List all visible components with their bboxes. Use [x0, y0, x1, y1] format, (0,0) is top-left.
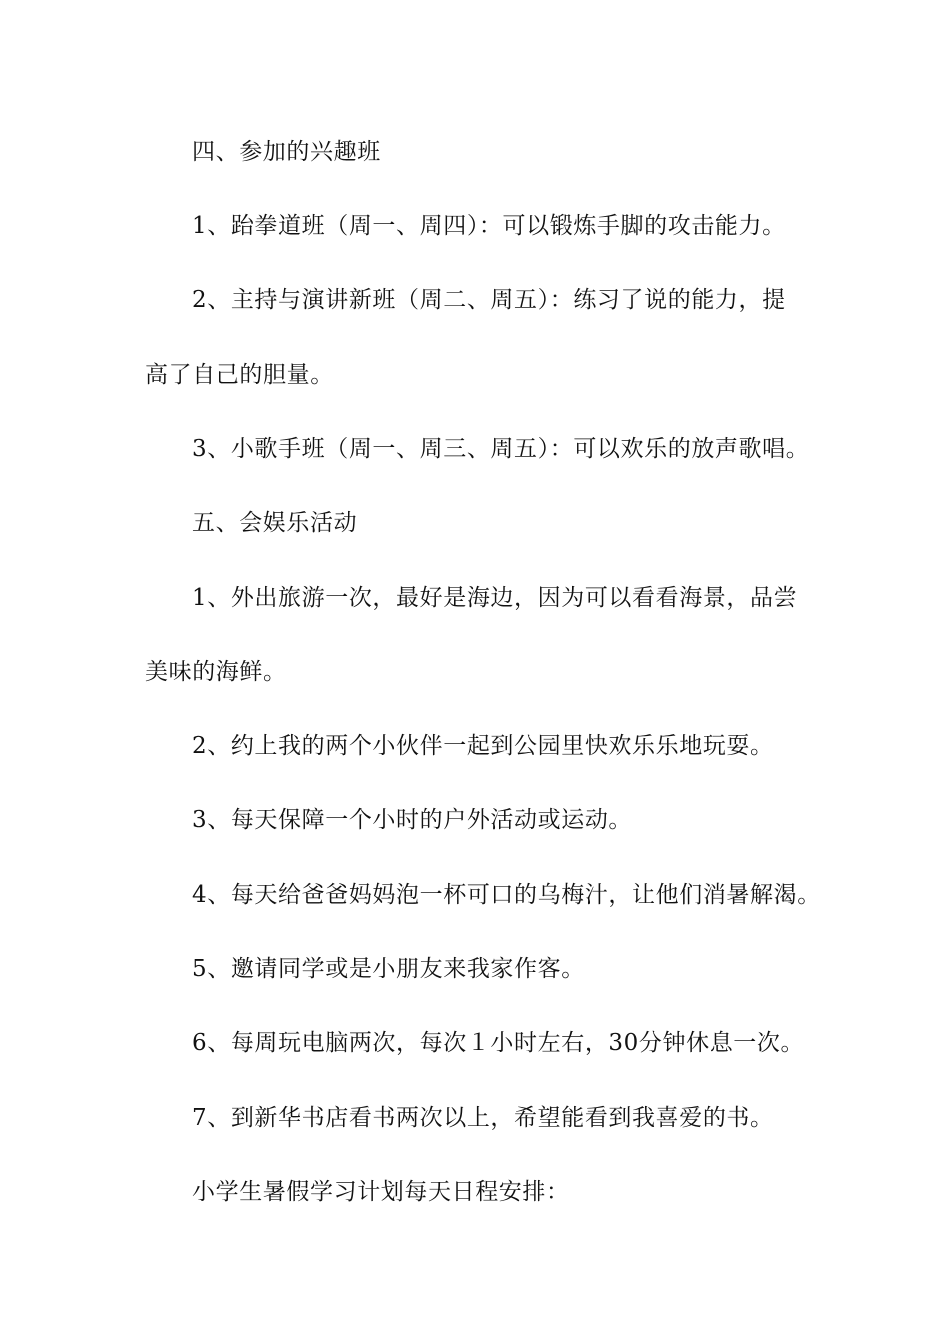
paragraph-line: 4、每天给爸爸妈妈泡一杯可口的乌梅汁，让他们消暑解渴。: [192, 882, 821, 908]
section-heading-daily-schedule: 小学生暑假学习计划每天日程安排：: [192, 1179, 570, 1205]
paragraph-line: 1、跆拳道班（周一、周四）：可以锻炼手脚的攻击能力。: [192, 213, 786, 239]
paragraph-line-continuation: 高了自己的胆量。: [145, 362, 334, 388]
paragraph-line-continuation: 美味的海鲜。: [145, 659, 287, 685]
paragraph-line: 3、小歌手班（周一、周三、周五）：可以欢乐的放声歌唱。: [192, 436, 810, 462]
paragraph-line: 1、外出旅游一次，最好是海边，因为可以看看海景，品尝: [192, 585, 798, 611]
paragraph-line: 2、主持与演讲新班（周二、周五）：练习了说的能力，提: [192, 287, 786, 313]
section-heading-interest-classes: 四、参加的兴趣班: [192, 139, 381, 165]
paragraph-line: 3、每天保障一个小时的户外活动或运动。: [192, 807, 633, 833]
paragraph-line: 5、邀请同学或是小朋友来我家作客。: [192, 956, 585, 982]
paragraph-line: 6、每周玩电脑两次，每次１小时左右，30分钟休息一次。: [192, 1030, 805, 1056]
paragraph-line: 7、到新华书店看书两次以上，希望能看到我喜爱的书。: [192, 1105, 774, 1131]
section-heading-entertainment: 五、会娱乐活动: [192, 510, 358, 536]
paragraph-line: 2、约上我的两个小伙伴一起到公园里快欢乐乐地玩耍。: [192, 733, 774, 759]
